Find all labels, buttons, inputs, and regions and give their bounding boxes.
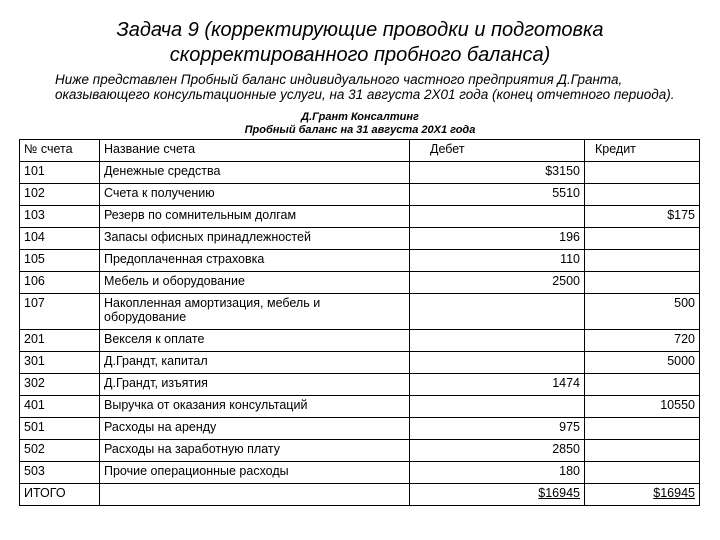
debit-cell: 5510: [410, 184, 585, 206]
table-row: [20, 462, 700, 484]
account-name-cell: Накопленная амортизация, мебель и оборудование: [100, 294, 410, 330]
header-account-name: Название счета: [100, 140, 410, 162]
account-name-cell: Резерв по сомнительным долгам: [100, 206, 410, 228]
credit-cell: [585, 418, 700, 440]
account-name-cell: Запасы офисных принадлежностей: [100, 228, 410, 250]
table-row: [20, 272, 700, 294]
debit-cell: [410, 352, 585, 374]
table-row: [20, 330, 700, 352]
account-name-cell: Предоплаченная страховка: [100, 250, 410, 272]
account-name-cell: Счета к получению: [100, 184, 410, 206]
total-row: [20, 484, 700, 506]
table-row: [20, 162, 700, 184]
total-credit: [585, 484, 700, 506]
table-row: [20, 294, 700, 330]
company-header: [0, 111, 720, 137]
credit-cell: [585, 228, 700, 250]
account-number-cell: 302: [20, 374, 100, 396]
table-row: [20, 396, 700, 418]
trial-balance-table: [19, 139, 700, 506]
account-number-cell: 103: [20, 206, 100, 228]
intro-text: [55, 72, 705, 102]
account-number-cell: 106: [20, 272, 100, 294]
credit-cell: 500: [585, 294, 700, 330]
debit-cell: 180: [410, 462, 585, 484]
account-name-cell: Расходы на заработную плату: [100, 440, 410, 462]
account-name-cell: Прочие операционные расходы: [100, 462, 410, 484]
table-row: [20, 374, 700, 396]
account-name-cell: Векселя к оплате: [100, 330, 410, 352]
account-name-cell: Выручка от оказания консультаций: [100, 396, 410, 418]
debit-cell: [410, 396, 585, 418]
table-row: [20, 250, 700, 272]
table-header-row: [20, 140, 700, 162]
company-subtitle: Пробный баланс на 31 августа 20Х1 года: [244, 124, 476, 136]
account-number-cell: 107: [20, 294, 100, 330]
account-number-cell: 301: [20, 352, 100, 374]
table-row: [20, 206, 700, 228]
debit-cell: [410, 206, 585, 228]
credit-cell: 5000: [585, 352, 700, 374]
header-debit: Дебет: [410, 140, 585, 162]
credit-cell: 720: [585, 330, 700, 352]
account-number-cell: 101: [20, 162, 100, 184]
table-row: [20, 418, 700, 440]
debit-cell: [410, 330, 585, 352]
credit-cell: [585, 272, 700, 294]
credit-cell: [585, 250, 700, 272]
credit-cell: $175: [585, 206, 700, 228]
account-number-cell: 102: [20, 184, 100, 206]
debit-cell: [410, 294, 585, 330]
intro-line-1: Ниже представлен Пробный баланс индивидуального частного предприятия Д.Гранта,: [55, 72, 623, 87]
title-line-1: Задача 9 (корректирующие проводки и подготовка: [116, 19, 604, 41]
credit-cell: [585, 440, 700, 462]
account-number-cell: 502: [20, 440, 100, 462]
credit-cell: [585, 374, 700, 396]
table-row: [20, 352, 700, 374]
account-name-cell: Д.Грандт, капитал: [100, 352, 410, 374]
account-number-cell: 105: [20, 250, 100, 272]
account-name-cell: Денежные средства: [100, 162, 410, 184]
company-name: Д.Грант Консалтинг: [301, 111, 419, 123]
header-credit: Кредит: [585, 140, 700, 162]
debit-cell: 975: [410, 418, 585, 440]
account-name-cell: Д.Грандт, изъятия: [100, 374, 410, 396]
debit-cell: 2850: [410, 440, 585, 462]
debit-cell: 1474: [410, 374, 585, 396]
credit-cell: 10550: [585, 396, 700, 418]
total-debit: [410, 484, 585, 506]
debit-cell: 2500: [410, 272, 585, 294]
table-row: [20, 184, 700, 206]
credit-cell: [585, 184, 700, 206]
total-credit-value: $16945: [653, 486, 695, 500]
credit-cell: [585, 162, 700, 184]
account-name-cell: Мебель и оборудование: [100, 272, 410, 294]
title-line-2: скорректированного пробного баланса): [169, 44, 551, 66]
header-account-no: № счета: [20, 140, 100, 162]
table-row: [20, 228, 700, 250]
total-debit-value: $16945: [538, 486, 580, 500]
account-number-cell: 503: [20, 462, 100, 484]
credit-cell: [585, 462, 700, 484]
debit-cell: 196: [410, 228, 585, 250]
table-row: [20, 440, 700, 462]
total-label: ИТОГО: [20, 484, 100, 506]
account-name-cell: Расходы на аренду: [100, 418, 410, 440]
account-number-cell: 501: [20, 418, 100, 440]
debit-cell: 110: [410, 250, 585, 272]
total-empty-cell: [100, 484, 410, 506]
intro-line-2: оказывающего консультационные услуги, на 31 августа 2Х01 года (конец отчетного периода).: [55, 87, 675, 102]
page-title: [0, 18, 720, 68]
account-number-cell: 104: [20, 228, 100, 250]
debit-cell: $3150: [410, 162, 585, 184]
account-number-cell: 401: [20, 396, 100, 418]
account-number-cell: 201: [20, 330, 100, 352]
